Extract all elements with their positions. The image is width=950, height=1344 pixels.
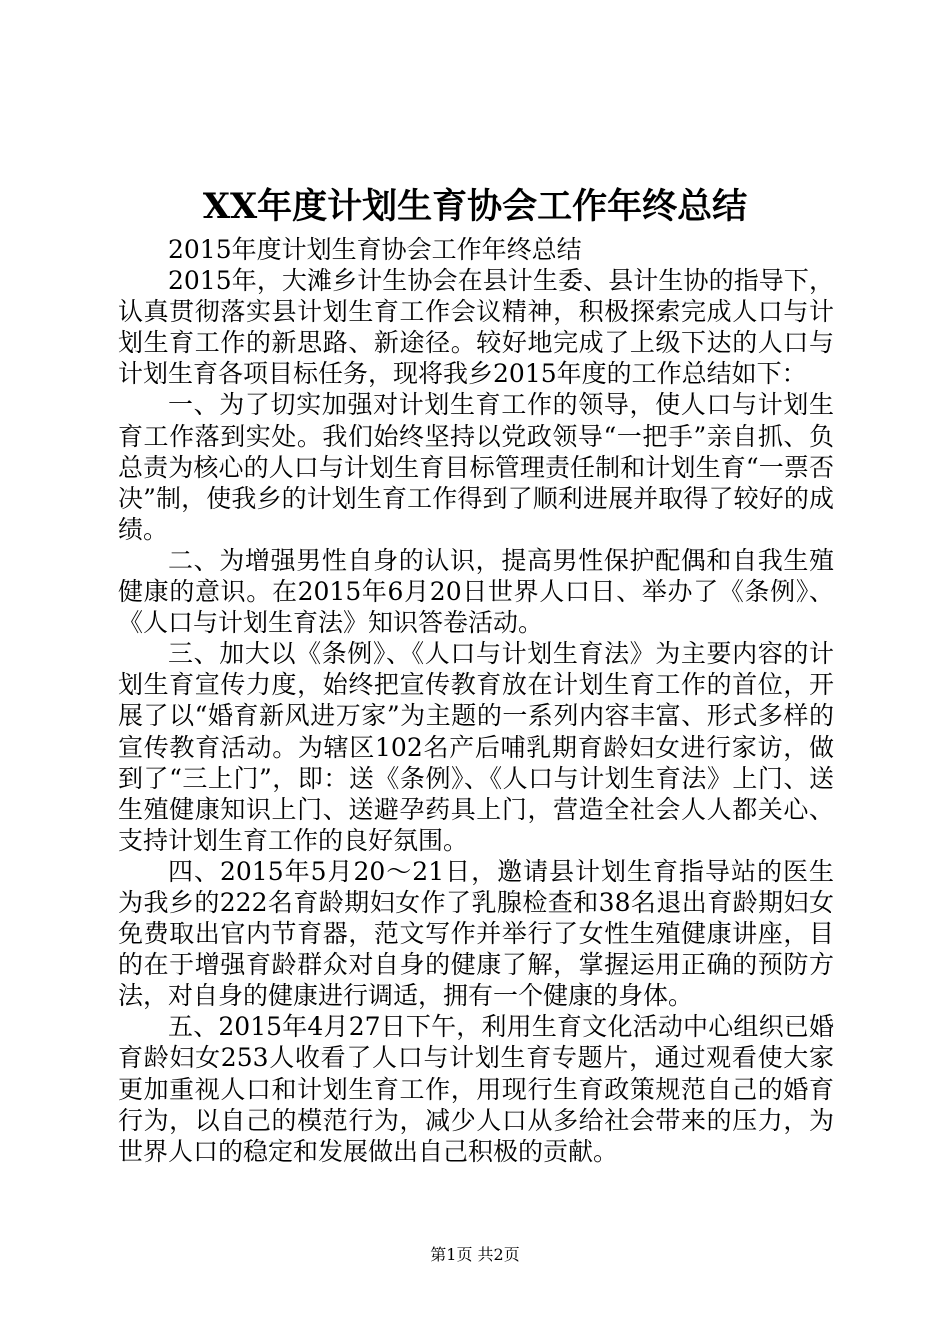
paragraph-section-3: 三、加大以《条例》、《人口与计划生育法》为主要内容的计划生育宣传力度，始终把宣传教育放在计划生育工作的首位，开展了以“婚育新风进万家”为主题的一系列内容丰富、形式多样的宣传教育活动。为辖区102名产后哺乳期育龄妇女进行家访，做到了“三上门”，即：送《条例》、《人口与计划生育法》上门、送生殖健康知识上门、送避孕药具上门，营造全社会人人都关心、支持计划生育工作的良好氛围。 — [118, 639, 834, 855]
paragraph-subtitle: 2015年度计划生育协会工作年终总结 — [168, 235, 582, 264]
paragraph-section-5: 五、2015年4月27日下午，利用生育文化活动中心组织已婚育龄妇女253人收看了人口与计划生育专题片，通过观看使大家更加重视人口和计划生育工作，用现行生育政策规范自己的婚育行为，以自己的模范行为，减少人口从多给社会带来的压力，为世界人口的稳定和发展做出自己积极的贡献。 — [118, 1012, 834, 1166]
paragraph-section-1: 一、为了切实加强对计划生育工作的领导，使人口与计划生育工作落到实处。我们始终坚持以党政领导“一把手”亲自抓、负总责为核心的人口与计划生育目标管理责任制和计划生育“一票否决”制，使我乡的计划生育工作得到了顺利进展并取得了较好的成绩。 — [118, 390, 834, 544]
document-body — [118, 234, 834, 1167]
page-footer: 第1页 共2页 — [430, 1245, 520, 1264]
document-title: XX年度计划生育协会工作年终总结 — [202, 186, 748, 227]
paragraph-intro: 2015年，大滩乡计生协会在县计生委、县计生协的指导下，认真贯彻落实县计划生育工作会议精神，积极探索完成人口与计划生育工作的新思路、新途径。较好地完成了上级下达的人口与计划生育各项目标任务，现将我乡2015年度的工作总结如下： — [118, 266, 834, 389]
paragraph-section-2: 二、为增强男性自身的认识，提高男性保护配偶和自我生殖健康的意识。在2015年6月20日世界人口日、举办了《条例》、《人口与计划生育法》知识答卷活动。 — [118, 545, 834, 638]
paragraph-section-4: 四、2015年5月20～21日，邀请县计划生育指导站的医生为我乡的222名育龄期妇女作了乳腺检查和38名退出育龄期妇女免费取出官内节育器，范文写作并举行了女性生殖健康讲座，目的在于增强育龄群众对自身的健康了解，掌握运用正确的预防方法，对自身的健康进行调适，拥有一个健康的身体。 — [118, 856, 834, 1011]
